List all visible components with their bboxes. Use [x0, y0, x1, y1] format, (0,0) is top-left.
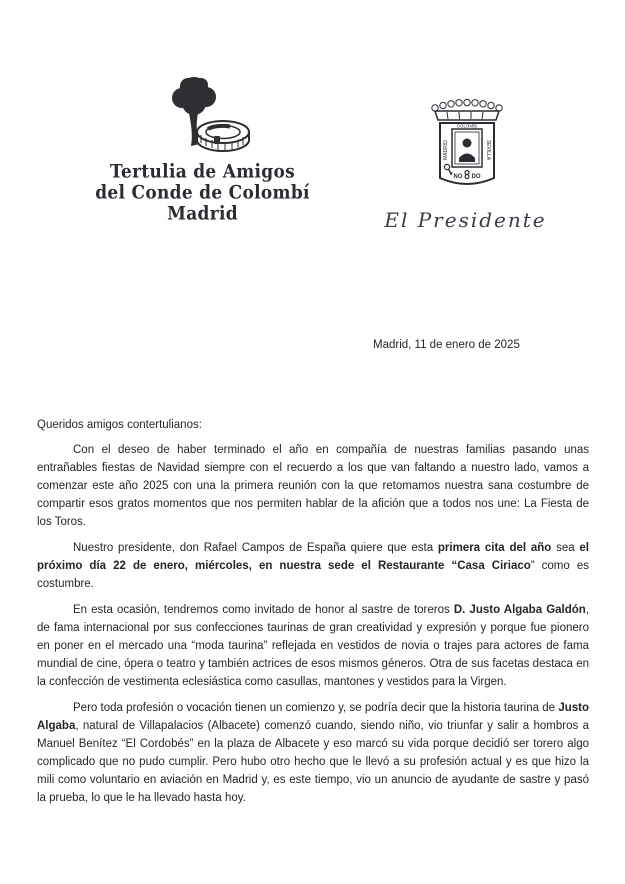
crowned-crest-icon: [420, 98, 512, 198]
letter-body: [37, 416, 589, 815]
tertulia-name-line3: Madrid: [167, 203, 238, 225]
letter-paragraph: [37, 699, 589, 807]
presidente-signature-title: El Presidente: [384, 208, 547, 232]
text-run: , de fama internacional por sus confecciones taurinas de gran creatividad y expresión y porque fue pionero en poner en el mercado una “moda taurina” reflejada en vestidos de novia o trajes para actores de fama mundial de cine, ópera o teatro y también actrices de esos mismos géneros. Otra de sus facetas destaca en la confección de vestimenta eclesiástica como casullas, mantones y vestidos para la Virgen.: [37, 604, 590, 688]
crest-text-madrid: MADRID: [442, 140, 449, 160]
text-run: Nuestro presidente, don Rafael Campos de España quiere que esta: [73, 542, 438, 554]
svg-text:DO: DO: [471, 174, 480, 180]
crest-shield: [440, 123, 494, 184]
text-run: Pero toda profesión o vocación tienen un comienzo y, se podría decir que la historia taurina de: [73, 702, 559, 714]
text-run: el próximo día 22 de enero, miércoles, en nuestra sede el Restaurante “Casa Ciriaco: [37, 542, 589, 572]
tertulia-name-line2: del Conde de Colombí: [95, 182, 310, 204]
text-run: ” como es costumbre.: [37, 560, 589, 590]
letter-paragraphs: [37, 441, 589, 807]
text-run: D. Justo Algaba Galdón: [453, 604, 586, 616]
portrait-stamp-icon: [452, 129, 482, 167]
letter-paragraph: [37, 441, 589, 531]
text-run: , natural de Villapalacios (Albacete) comenzó cuando, siendo niño, vio triunfar y salir a hombros a Manuel Benítez “El Cordobés” en la plaza de Albacete y eso marcó su vida porque decidió ser torero algo complicado que no pudo cumplir. Pero hubo otro hecho que le llevó a su profesión actual y es que hizo la mili como voluntario en aviación en Madrid y, es este tiempo, vio un anuncio de ayudante de sastre y pasó la prueba, lo que le ha llevado hasta hoy.: [37, 720, 589, 804]
tree-icon: [172, 77, 216, 115]
bullring-icon: [197, 121, 249, 151]
tree-and-bullring-icon: [148, 72, 258, 160]
letter-salutation: Queridos amigos contertulianos:: [37, 419, 202, 431]
text-run: primera cita del año: [437, 542, 552, 554]
text-run: sea: [551, 542, 580, 554]
svg-text:NO: NO: [453, 174, 462, 180]
crown-icon: [431, 99, 501, 120]
text-run: Justo Algaba: [37, 702, 589, 732]
tertulia-logo: [95, 72, 310, 225]
crest-text-colombi: COLOMBI: [456, 123, 477, 129]
letter-paragraph: [37, 601, 589, 691]
text-run: En esta ocasión, tendremos como invitado de honor al sastre de toreros: [73, 604, 454, 616]
presidente-emblem: [383, 98, 548, 232]
letter-paragraph: [37, 539, 589, 593]
text-run: Con el deseo de haber terminado el año en compañía de nuestras familias pasando unas entrañables fiestas de Navidad siempre con el recuerdo a los que van faltando a nuestro lado, vamos a comenzar este año 2025 con una la primera reunión con la que retomamos nuestra sana costumbre de compartir esos gratos momentos que nos permiten hablar de la afición que a todos nos une: La Fiesta de los Toros.: [37, 444, 589, 528]
tertulia-name-line1: Tertulia de Amigos: [110, 161, 295, 183]
crest-text-sevilla: SEVILLA: [484, 139, 491, 161]
letter-date: Madrid, 11 de enero de 2025: [373, 339, 520, 351]
